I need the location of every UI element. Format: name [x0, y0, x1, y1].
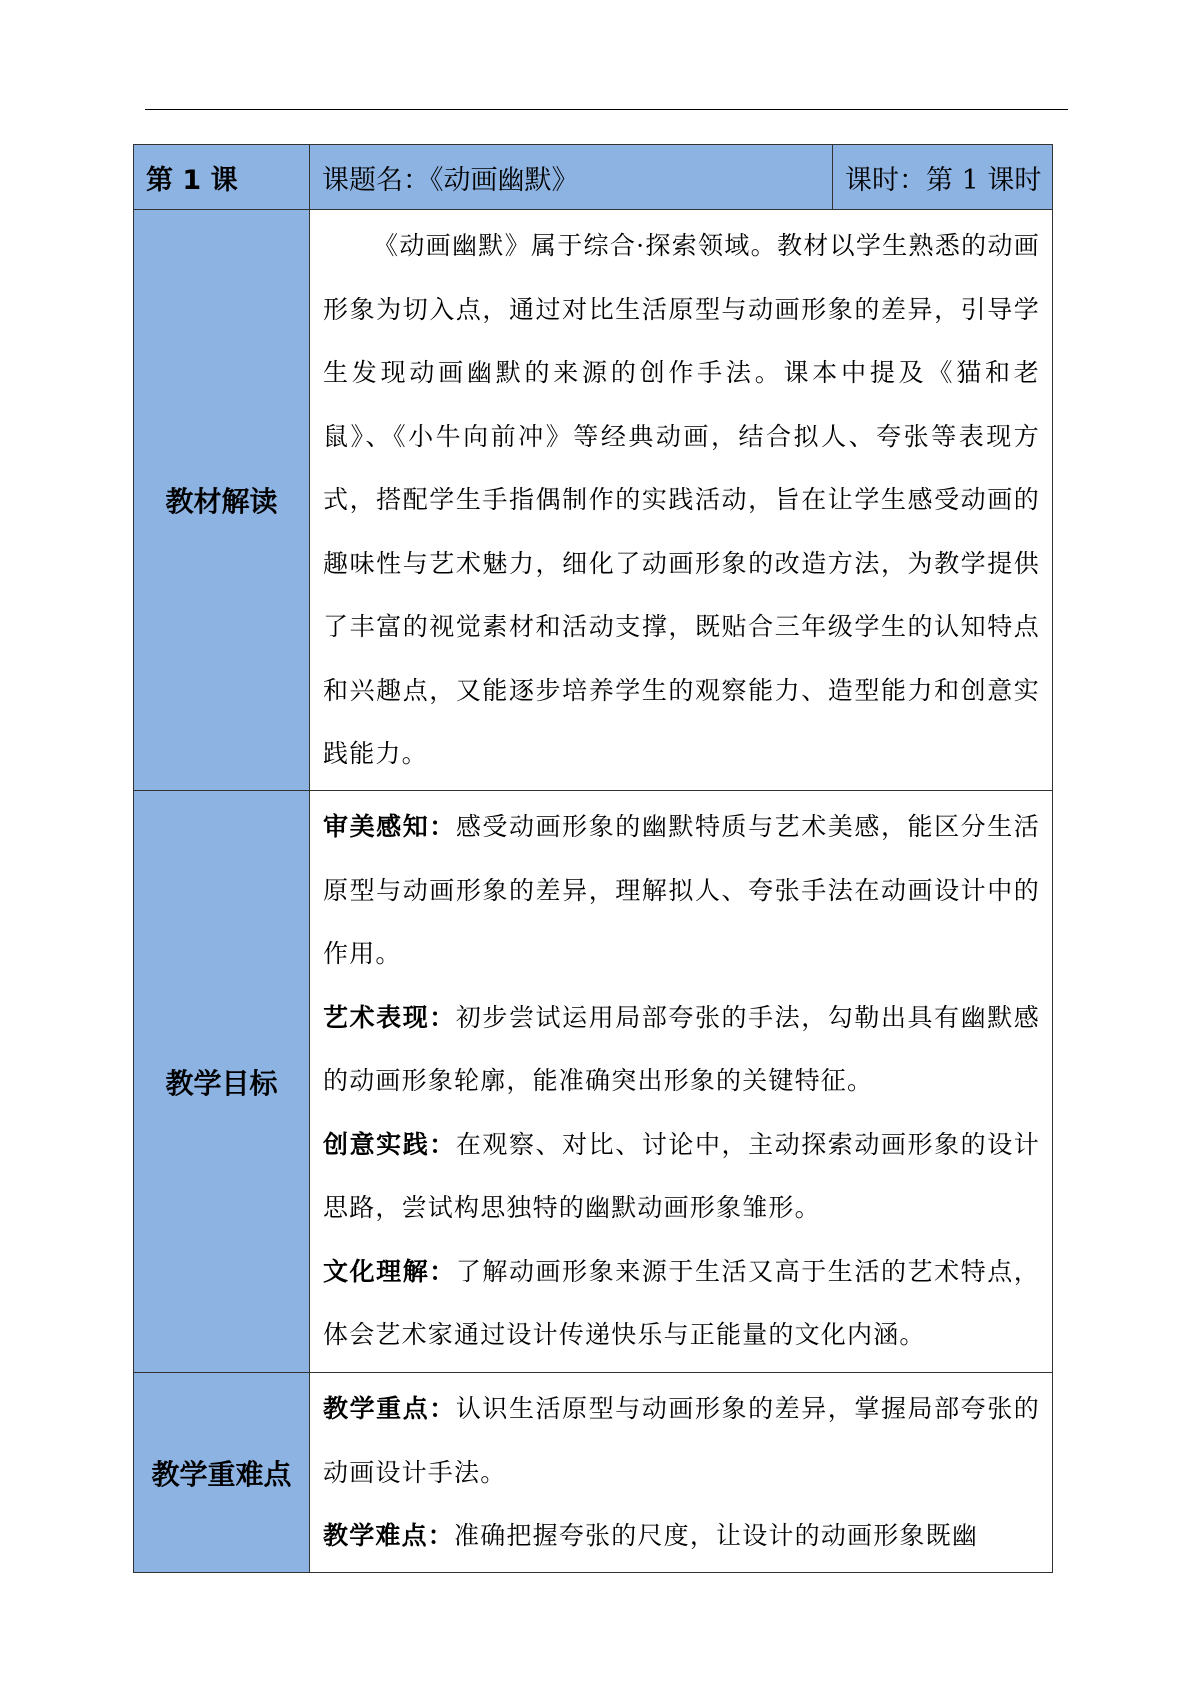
- label-textbook-analysis: 教材解读: [134, 210, 310, 791]
- lesson-title: 课题名：《动画幽默》: [310, 145, 833, 210]
- content-key-difficult-points: [310, 1373, 1053, 1573]
- key-point-item: [323, 1504, 1040, 1562]
- goal-key: 审美感知：: [323, 812, 456, 841]
- page-header-rule: [145, 109, 1068, 110]
- goal-text: 初步尝试运用局部夸张的手法，勾勒出具有幽默感的动画形象轮廓，能准确突出形象的关键特征。: [323, 1002, 1040, 1095]
- row-textbook-analysis: [134, 210, 1053, 791]
- row-key-difficult-points: [134, 1373, 1053, 1573]
- lesson-plan-table: [133, 144, 1053, 1573]
- label-key-difficult-points: 教学重难点: [134, 1373, 310, 1573]
- goal-text: 感受动画形象的幽默特质与艺术美感，能区分生活原型与动画形象的差异，理解拟人、夸张手法在动画设计中的作用。: [323, 812, 1040, 968]
- textbook-analysis-text: 《动画幽默》属于综合·探索领域。教材以学生熟悉的动画形象为切入点，通过对比生活原型与动画形象的差异，引导学生发现动画幽默的来源的创作手法。课本中提及《猫和老鼠》、《小牛向前冲》等经典动画，结合拟人、夸张等表现方式，搭配学生手指偶制作的实践活动，旨在让学生感受动画的趣味性与艺术魅力，细化了动画形象的改造方法，为教学提供了丰富的视觉素材和活动支撑，既贴合三年级学生的认知特点和兴趣点，又能逐步培养学生的观察能力、造型能力和创意实践能力。: [323, 231, 1040, 768]
- key-point-text: 认识生活原型与动画形象的差异，掌握局部夸张的动画设计手法。: [323, 1394, 1040, 1487]
- key-points-clip: [323, 1377, 1040, 1562]
- goal-item: [323, 1240, 1040, 1367]
- goal-item: [323, 986, 1040, 1113]
- goal-item: [323, 1113, 1040, 1240]
- goal-item: [323, 795, 1040, 986]
- content-teaching-goals: [310, 791, 1053, 1373]
- key-point-item: [323, 1377, 1040, 1504]
- key-point-key: 教学难点：: [323, 1521, 455, 1550]
- goal-key: 文化理解：: [323, 1256, 456, 1286]
- key-point-key: 教学重点：: [323, 1394, 456, 1423]
- goal-text: 了解动画形象来源于生活又高于生活的艺术特点，体会艺术家通过设计传递快乐与正能量的文化内涵。: [323, 1256, 1040, 1349]
- goal-key: 艺术表现：: [323, 1002, 456, 1032]
- row-teaching-goals: [134, 791, 1053, 1373]
- header-row: [134, 145, 1053, 210]
- goal-key: 创意实践：: [323, 1129, 456, 1159]
- lesson-period: 课时：第 1 课时: [833, 145, 1053, 210]
- key-point-text: 准确把握夸张的尺度，让设计的动画形象既幽: [454, 1521, 979, 1550]
- goal-text: 在观察、对比、讨论中，主动探索动画形象的设计思路，尝试构思独特的幽默动画形象雏形。: [323, 1129, 1040, 1222]
- label-teaching-goals: 教学目标: [134, 791, 310, 1373]
- content-textbook-analysis: [310, 210, 1053, 791]
- lesson-number: 第 1 课: [134, 145, 310, 210]
